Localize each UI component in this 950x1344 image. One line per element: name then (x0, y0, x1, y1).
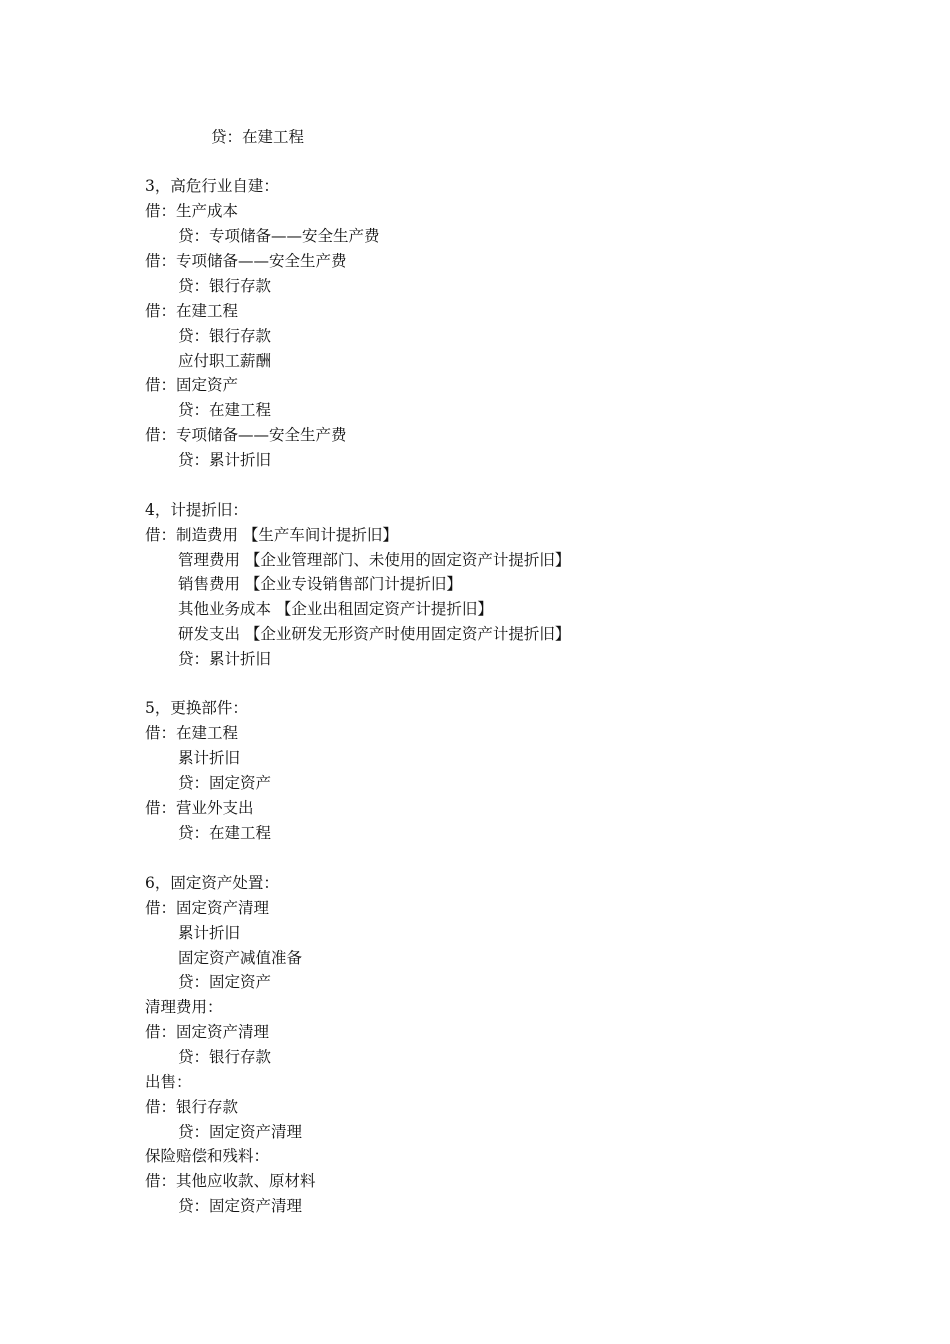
text-line: 借：营业外支出 (145, 799, 254, 817)
subheading: 清理费用： (145, 998, 223, 1016)
text-line: 贷：固定资产清理 (178, 1123, 303, 1141)
subheading: 保险赔偿和残料： (145, 1147, 270, 1165)
text-line: 借：固定资产清理 (145, 1023, 270, 1041)
text-line: 贷：在建工程 (211, 128, 305, 146)
section-heading: 3，高危行业自建： (145, 177, 279, 195)
text-line: 贷：在建工程 (178, 401, 272, 419)
section-heading: 6，固定资产处置： (145, 874, 279, 892)
text-line: 固定资产减值准备 (178, 949, 303, 967)
text-line: 借：在建工程 (145, 302, 239, 320)
text-line: 借：专项储备——安全生产费 (145, 252, 347, 270)
text-line: 借：固定资产清理 (145, 899, 270, 917)
text-line: 贷：银行存款 (178, 277, 272, 295)
text-line: 贷：累计折旧 (178, 650, 272, 668)
text-line: 其他业务成本 【企业出租固定资产计提折旧】 (178, 600, 493, 618)
text-line: 借：在建工程 (145, 724, 239, 742)
text-line: 借：银行存款 (145, 1098, 239, 1116)
text-line: 累计折旧 (178, 749, 241, 767)
subheading: 出售： (145, 1073, 192, 1091)
text-line: 贷：固定资产 (178, 973, 272, 991)
text-line: 贷：在建工程 (178, 824, 272, 842)
text-line: 销售费用 【企业专设销售部门计提折旧】 (178, 575, 462, 593)
text-line: 累计折旧 (178, 924, 241, 942)
text-line: 借：固定资产 (145, 376, 239, 394)
section-heading: 4，计提折旧： (145, 501, 248, 519)
text-line: 借：专项储备——安全生产费 (145, 426, 347, 444)
text-line: 借：制造费用 【生产车间计提折旧】 (145, 526, 398, 544)
section-heading: 5，更换部件： (145, 699, 248, 717)
text-line: 应付职工薪酬 (178, 352, 272, 370)
text-line: 贷：固定资产 (178, 774, 272, 792)
text-line: 借：生产成本 (145, 202, 239, 220)
text-line: 贷：银行存款 (178, 327, 272, 345)
text-line: 贷：固定资产清理 (178, 1197, 303, 1215)
text-line: 贷：银行存款 (178, 1048, 272, 1066)
text-line: 贷：专项储备——安全生产费 (178, 227, 380, 245)
text-line: 研发支出 【企业研发无形资产时使用固定资产计提折旧】 (178, 625, 571, 643)
text-line: 贷：累计折旧 (178, 451, 272, 469)
text-line: 借：其他应收款、原材料 (145, 1172, 316, 1190)
text-line: 管理费用 【企业管理部门、未使用的固定资产计提折旧】 (178, 551, 571, 569)
